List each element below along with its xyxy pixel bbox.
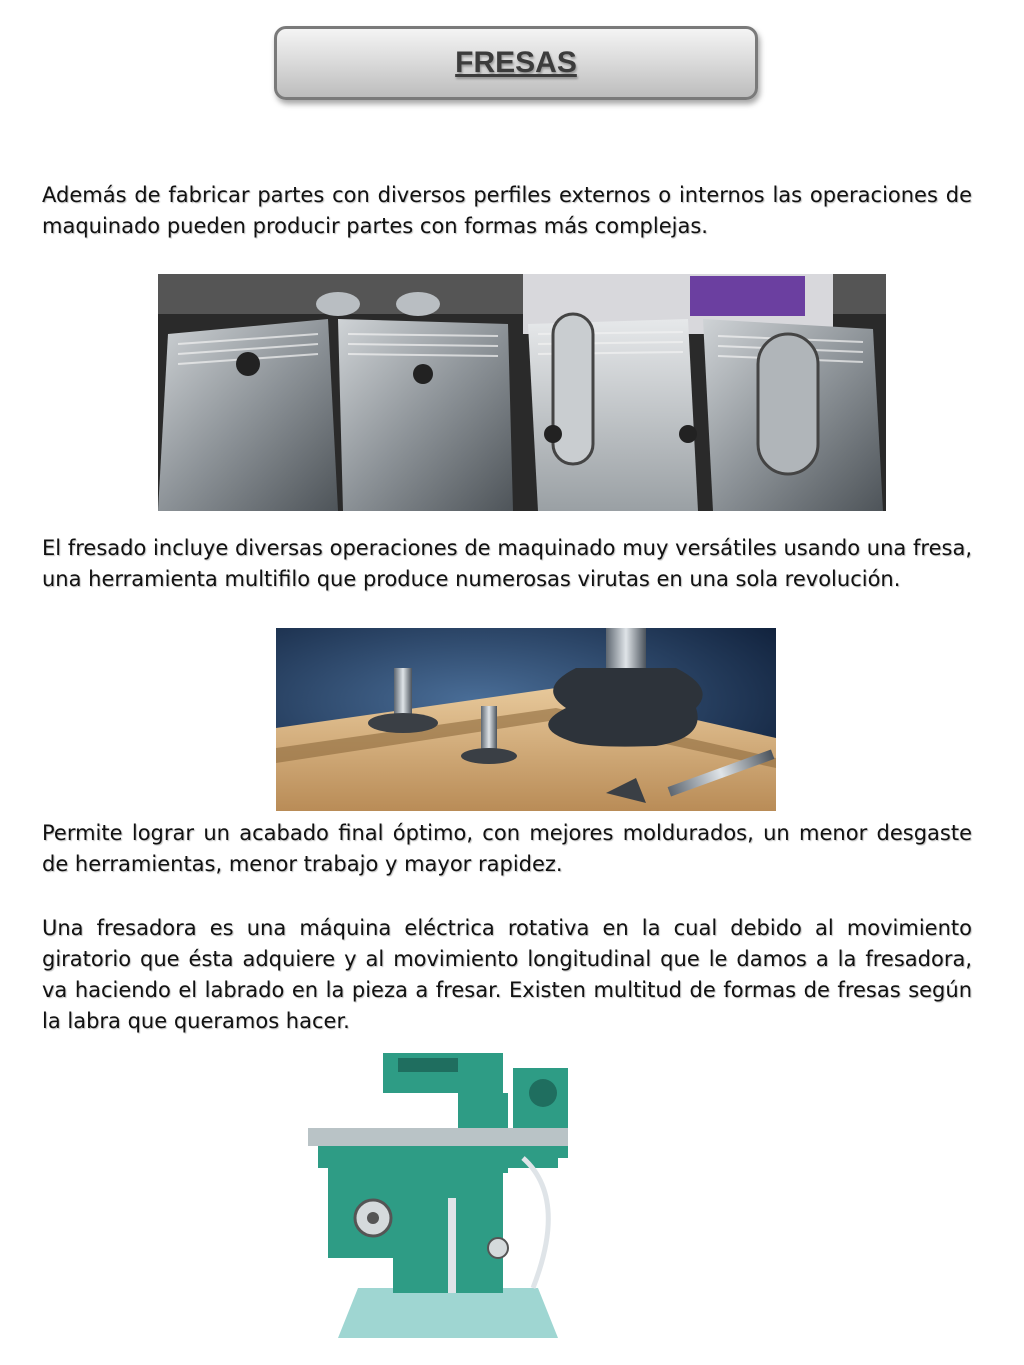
milling-machine-paragraph: Una fresadora es una máquina eléctrica rotativa en la cual debido al movimiento giratorio que ésta adquiere y al movimiento longitudinal que le damos a la fresadora, va haciendo el labrado en la pieza a fresar. Existen multitud de formas de fresas según la labra que queramos hacer.	[42, 916, 972, 1033]
router-bits-photo	[276, 628, 776, 811]
intro-paragraph: Además de fabricar partes con diversos perfiles externos o internos las operaciones de maquinado pueden producir partes con formas más complejas.	[42, 183, 972, 238]
milling-paragraph: El fresado incluye diversas operaciones de maquinado muy versátiles usando una fresa, una herramienta multifilo que produce numerosas virutas en una sola revolución.	[42, 536, 972, 591]
machined-parts-photo	[158, 274, 886, 511]
page-title: FRESAS	[455, 46, 577, 79]
benefits-paragraph: Permite lograr un acabado final óptimo, con mejores moldurados, un menor desgaste de herramientas, menor trabajo y mayor rapidez.	[42, 821, 972, 876]
milling-machine-photo	[298, 1048, 580, 1348]
title-banner	[274, 26, 758, 100]
